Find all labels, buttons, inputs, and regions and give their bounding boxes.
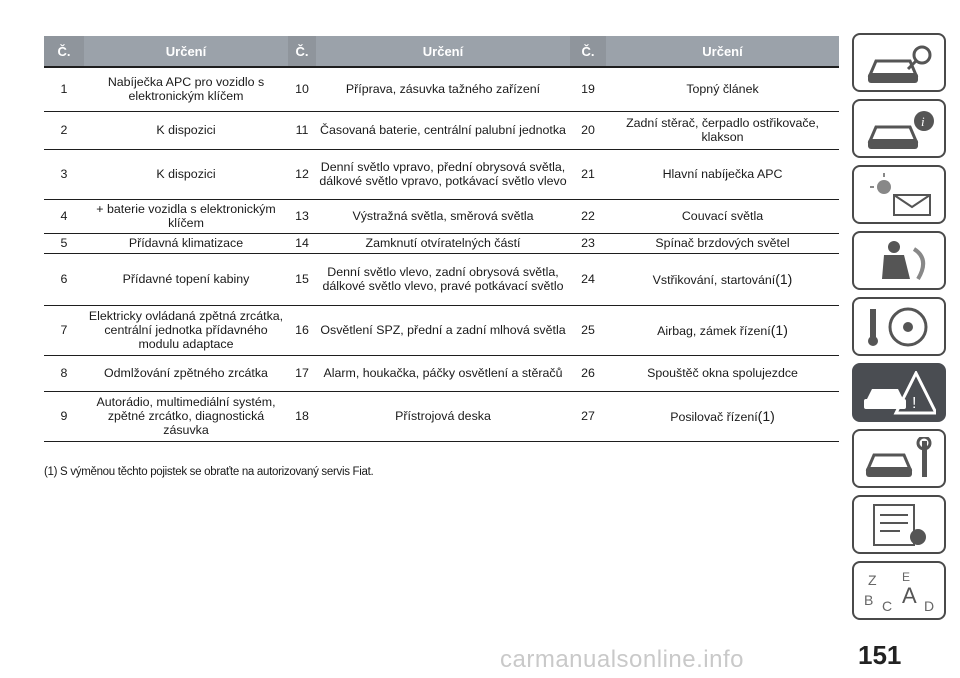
chapter-tab[interactable] [852, 99, 946, 158]
fuse-number: 11 [288, 111, 316, 149]
fuse-number: 12 [288, 149, 316, 199]
svg-text:C: C [882, 598, 893, 613]
chapter-tab[interactable] [852, 33, 946, 92]
fuse-purpose-text: Denní světlo vpravo, přední obrysová světla, dálkové světlo vpravo, potkávací světlo vlevo [319, 160, 567, 188]
fuse-number: 26 [570, 355, 606, 391]
fuse-purpose-text: Odmlžování zpětného zrcátka [104, 366, 268, 380]
fuse-number: 25 [570, 305, 606, 355]
fuse-purpose [84, 391, 288, 441]
fuse-table [44, 36, 839, 442]
table-row [44, 253, 839, 305]
fuse-purpose [84, 305, 288, 355]
header-number-2: Č. [288, 36, 316, 67]
fuse-purpose-text: Denní světlo vlevo, zadní obrysová světla, dálkové světlo vlevo, pravé potkávací světlo [322, 265, 564, 293]
fuse-number: 15 [288, 253, 316, 305]
fuse-purpose [84, 199, 288, 233]
fuse-purpose-text: Přístrojová deska [395, 409, 491, 423]
fuse-number: 2 [44, 111, 84, 149]
fuse-number: 4 [44, 199, 84, 233]
fuse-number: 19 [570, 67, 606, 111]
fuse-purpose [316, 149, 570, 199]
fuse-purpose [606, 67, 839, 111]
header-purpose-2: Určení [316, 36, 570, 67]
fuse-purpose [606, 149, 839, 199]
fuse-purpose-text: K dispozici [156, 123, 216, 137]
chapter-tab[interactable] [852, 165, 946, 224]
fuse-purpose-text: Přídavná klimatizace [128, 236, 244, 250]
svg-text:A: A [902, 583, 917, 608]
fuse-number: 1 [44, 67, 84, 111]
fuse-purpose [84, 253, 288, 305]
table-row [44, 67, 839, 111]
svg-text:E: E [902, 570, 911, 584]
chapter-tab[interactable] [852, 297, 946, 356]
fuse-purpose [316, 233, 570, 253]
fuse-purpose [316, 305, 570, 355]
fuse-purpose [606, 111, 839, 149]
chapter-tab[interactable] [852, 363, 946, 422]
fuse-purpose [606, 199, 839, 233]
fuse-number: 14 [288, 233, 316, 253]
svg-text:D: D [924, 598, 935, 613]
table-row [44, 149, 839, 199]
fuse-number: 20 [570, 111, 606, 149]
footnote: (1) S výměnou těchto pojistek se obraťte na autorizovaný servis Fiat. [44, 466, 374, 478]
chapter-tab[interactable] [852, 231, 946, 290]
header-purpose-1: Určení [84, 36, 288, 67]
table-row [44, 111, 839, 149]
fuse-purpose-text: Airbag, zámek řízení [657, 323, 771, 338]
fuse-purpose-text: Časovaná baterie, centrální palubní jednotka [320, 123, 566, 137]
fuse-purpose-text: Zamknutí otvíratelných částí [365, 236, 521, 250]
fuse-number: 3 [44, 149, 84, 199]
table-row [44, 391, 839, 441]
fuse-purpose-text: Couvací světla [681, 209, 764, 223]
footnote-marker: (1) [775, 270, 793, 287]
watermark: carmanualsonline.info [500, 646, 744, 673]
fuse-purpose [84, 233, 288, 253]
fuse-purpose-text: Spínač brzdových světel [655, 236, 790, 250]
fuse-purpose-text: + baterie vozidla s elektronickým klíčem [96, 202, 276, 230]
fuse-purpose [606, 253, 839, 305]
fuse-purpose-text: Osvětlení SPZ, přední a zadní mlhová světla [320, 323, 566, 337]
fuse-purpose [316, 391, 570, 441]
fuse-purpose [84, 355, 288, 391]
fuse-number: 7 [44, 305, 84, 355]
svg-text:B: B [864, 592, 874, 608]
fuse-purpose [84, 111, 288, 149]
fuse-number: 5 [44, 233, 84, 253]
fuse-table-body [44, 67, 839, 441]
fuse-purpose-text: Vstřikování, startování [652, 272, 776, 287]
chapter-tab[interactable] [852, 429, 946, 488]
footnote-marker: (1) [770, 321, 788, 338]
chapter-tab[interactable] [852, 495, 946, 554]
fuse-purpose-text: Alarm, houkačka, páčky osvětlení a stěračů [323, 366, 563, 380]
table-row [44, 199, 839, 233]
fuse-number: 22 [570, 199, 606, 233]
table-row [44, 355, 839, 391]
fuse-purpose [316, 253, 570, 305]
table-row [44, 233, 839, 253]
fuse-purpose-text: Topný článek [686, 82, 759, 97]
fuse-purpose [606, 305, 839, 355]
fuse-number: 18 [288, 391, 316, 441]
header-purpose-3: Určení [606, 36, 839, 67]
chapter-sidebar [852, 33, 948, 627]
fuse-number: 13 [288, 199, 316, 233]
svg-text:!: ! [912, 395, 917, 412]
table-row [44, 305, 839, 355]
chapter-tab[interactable] [852, 561, 946, 620]
footnote-marker: (1) [757, 407, 775, 424]
fuse-purpose [316, 67, 570, 111]
fuse-purpose-text: Spouštěč okna spolujezdce [647, 366, 798, 380]
fuse-number: 27 [570, 391, 606, 441]
fuse-purpose-text: Elektricky ovládaná zpětná zrcátka, centrální jednotka přídavného modulu adaptace [88, 309, 284, 351]
table-header-row [44, 36, 839, 67]
fuse-number: 21 [570, 149, 606, 199]
svg-text:Z: Z [868, 572, 877, 588]
fuse-number: 24 [570, 253, 606, 305]
fuse-purpose [84, 149, 288, 199]
fuse-purpose [316, 111, 570, 149]
svg-text:i: i [921, 114, 925, 129]
fuse-purpose-text: Výstražná světla, směrová světla [352, 209, 534, 223]
fuse-purpose [316, 355, 570, 391]
fuse-purpose [606, 391, 839, 441]
fuse-number: 17 [288, 355, 316, 391]
fuse-number: 9 [44, 391, 84, 441]
fuse-purpose [606, 355, 839, 391]
fuse-purpose-text: Zadní stěrač, čerpadlo ostřikovače, klakson [626, 116, 819, 144]
fuse-number: 23 [570, 233, 606, 253]
header-number-1: Č. [44, 36, 84, 67]
header-number-3: Č. [570, 36, 606, 67]
fuse-number: 6 [44, 253, 84, 305]
fuse-purpose-text: Nabíječka APC pro vozidlo s elektronickým klíčem [107, 75, 265, 104]
fuse-purpose-text: Hlavní nabíječka APC [662, 167, 783, 181]
fuse-purpose-text: K dispozici [156, 167, 216, 181]
fuse-purpose-text: Autorádio, multimediální systém, zpětné zrcátko, diagnostická zásuvka [96, 395, 276, 437]
fuse-purpose-text: Posilovač řízení [670, 409, 758, 424]
fuse-number: 10 [288, 67, 316, 111]
fuse-purpose [606, 233, 839, 253]
fuse-purpose [316, 199, 570, 233]
fuse-number: 16 [288, 305, 316, 355]
fuse-purpose [84, 67, 288, 111]
fuse-number: 8 [44, 355, 84, 391]
page-number: 151 [858, 640, 902, 670]
fuse-purpose-text: Přídavné topení kabiny [122, 272, 250, 286]
fuse-purpose-text: Příprava, zásuvka tažného zařízení [345, 82, 541, 97]
